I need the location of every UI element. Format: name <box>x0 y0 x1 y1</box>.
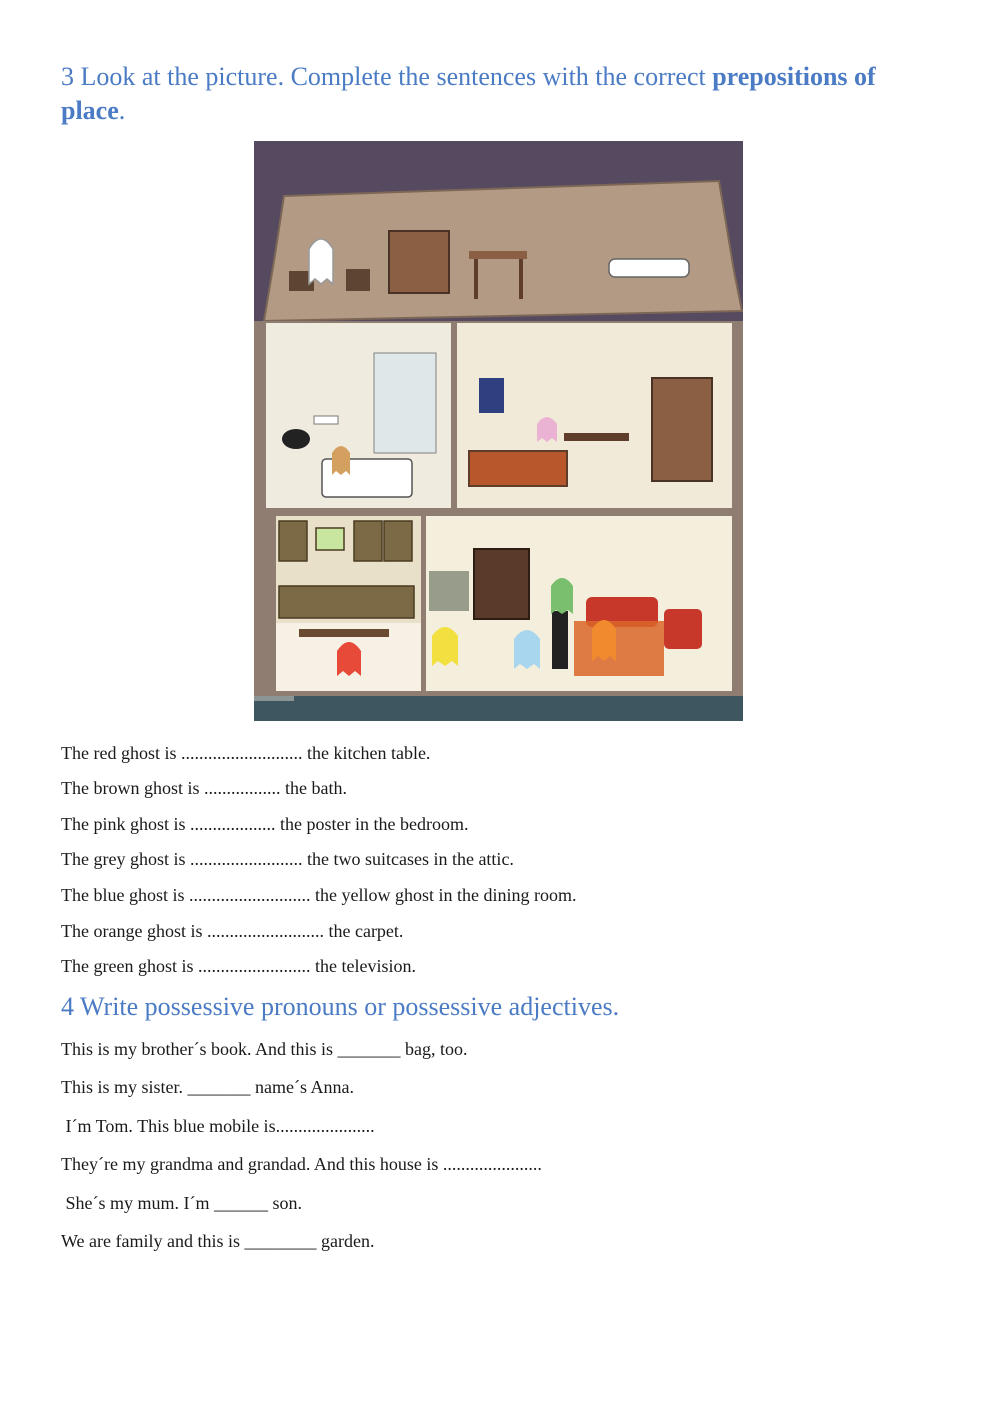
haunted-house-picture <box>254 141 743 721</box>
ghost-blue <box>514 630 540 669</box>
exercise-3-sentence: The brown ghost is ................. the bath. <box>61 778 347 798</box>
exercise-4-sentence: This is my sister. _______ name´s Anna. <box>61 1077 354 1097</box>
ghost-grey <box>309 239 333 284</box>
ghost-green <box>551 578 573 614</box>
exercise-3-sentence: The orange ghost is .......................... the carpet. <box>61 921 404 941</box>
exercise-3-sentence: The blue ghost is ........................... the yellow ghost in the dining room. <box>61 885 577 905</box>
exercise-4-sentence: We are family and this is ________ garden. <box>61 1231 375 1251</box>
exercise-3-heading <box>61 60 941 128</box>
heading-bold-text: prepositions of place <box>61 62 876 125</box>
exercise-3-sentence: The pink ghost is ................... the poster in the bedroom. <box>61 814 469 834</box>
exercise-4-sentence: This is my brother´s book. And this is _______ bag, too. <box>61 1039 468 1059</box>
exercise-4-sentence: She´s my mum. I´m ______ son. <box>61 1193 302 1213</box>
heading-suffix: . <box>118 96 126 125</box>
exercise-3-sentence: The green ghost is ......................... the television. <box>61 956 416 976</box>
exercise-4-heading: 4 Write possessive pronouns or possessive adjectives. <box>61 992 620 1021</box>
exercise-4-sentence: I´m Tom. This blue mobile is...................... <box>61 1116 375 1136</box>
ghost-red <box>337 642 361 676</box>
exercise-3-sentence: The red ghost is ........................... the kitchen table. <box>61 743 431 763</box>
exercise-4-sentence: They´re my grandma and grandad. And this house is ...................... <box>61 1154 542 1174</box>
heading-text: 3 Look at the picture. Complete the sentences with the correct <box>61 62 713 91</box>
ghost-yellow <box>432 627 458 666</box>
ghost-orange <box>592 620 616 661</box>
ghost-brown <box>332 446 350 475</box>
exercise-3-sentence: The grey ghost is ......................... the two suitcases in the attic. <box>61 849 514 869</box>
ghost-pink <box>537 417 557 442</box>
